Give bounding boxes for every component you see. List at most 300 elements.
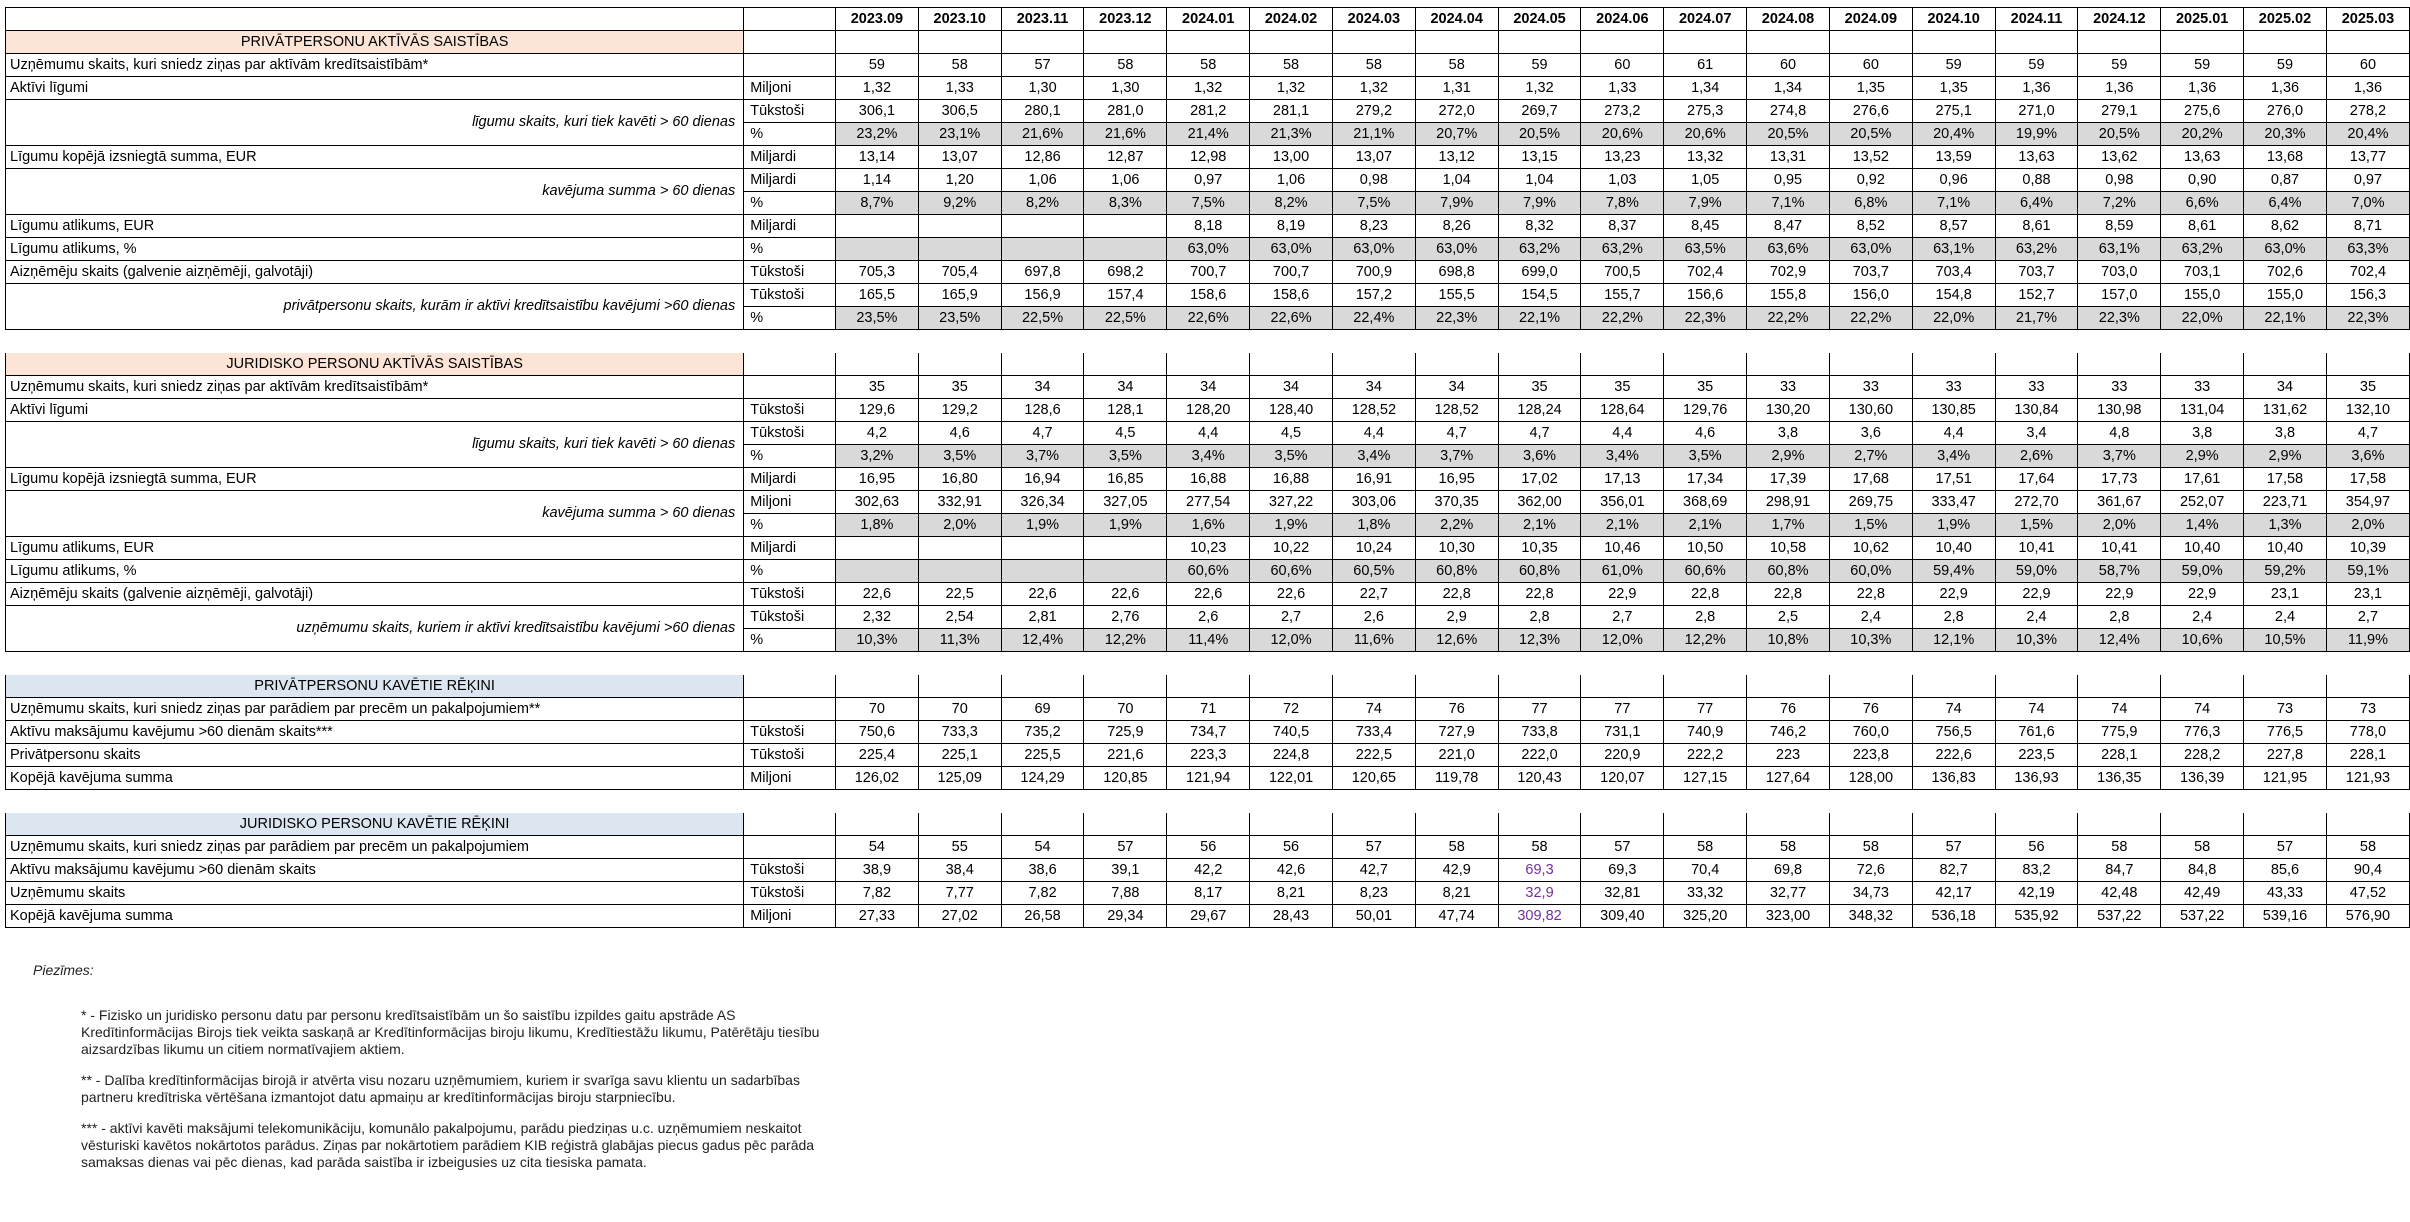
section-blank-cell xyxy=(1001,353,1084,376)
value-cell: 0,87 xyxy=(2244,169,2327,192)
value-cell xyxy=(1084,238,1167,261)
value-cell: 77 xyxy=(1581,698,1664,721)
value-cell: 34 xyxy=(1415,376,1498,399)
section-blank-cell xyxy=(1498,675,1581,698)
table-row xyxy=(6,422,2410,445)
value-cell: 34 xyxy=(1332,376,1415,399)
value-cell: 165,5 xyxy=(835,284,918,307)
value-cell: 20,4% xyxy=(1912,123,1995,146)
row-unit: Miljardi xyxy=(744,468,836,491)
section-blank-cell xyxy=(1664,353,1747,376)
value-cell: 7,2% xyxy=(2078,192,2161,215)
section-blank-cell xyxy=(1747,31,1830,54)
value-cell: 2,8 xyxy=(1664,606,1747,629)
value-cell: 2,7 xyxy=(1250,606,1333,629)
row-unit: % xyxy=(744,560,836,583)
section-blank-cell xyxy=(918,813,1001,836)
value-cell: 3,8 xyxy=(2161,422,2244,445)
value-cell: 20,6% xyxy=(1581,123,1664,146)
period-header: 2024.05 xyxy=(1498,8,1581,31)
value-cell: 1,32 xyxy=(1250,77,1333,100)
value-cell: 12,4% xyxy=(2078,629,2161,652)
value-cell xyxy=(1084,560,1167,583)
value-cell: 10,3% xyxy=(1995,629,2078,652)
period-header: 2023.11 xyxy=(1001,8,1084,31)
section-blank-cell xyxy=(835,675,918,698)
header-blank-cell xyxy=(6,8,744,31)
value-cell: 19,9% xyxy=(1995,123,2078,146)
value-cell: 703,7 xyxy=(1995,261,2078,284)
value-cell: 1,7% xyxy=(1747,514,1830,537)
value-cell: 699,0 xyxy=(1498,261,1581,284)
value-cell: 124,29 xyxy=(1001,767,1084,790)
value-cell: 705,4 xyxy=(918,261,1001,284)
value-cell: 221,0 xyxy=(1415,744,1498,767)
value-cell: 4,5 xyxy=(1084,422,1167,445)
value-cell: 22,3% xyxy=(2326,307,2409,330)
value-cell: 303,06 xyxy=(1332,491,1415,514)
value-cell: 281,0 xyxy=(1084,100,1167,123)
value-cell: 776,5 xyxy=(2244,721,2327,744)
value-cell: 2,4 xyxy=(2244,606,2327,629)
table-row xyxy=(6,238,2410,261)
value-cell: 4,6 xyxy=(918,422,1001,445)
value-cell: 725,9 xyxy=(1084,721,1167,744)
row-unit xyxy=(744,376,836,399)
value-cell: 129,6 xyxy=(835,399,918,422)
value-cell: 225,1 xyxy=(918,744,1001,767)
row-unit: % xyxy=(744,514,836,537)
value-cell: 21,6% xyxy=(1084,123,1167,146)
section-title: PRIVĀTPERSONU KAVĒTIE RĒĶINI xyxy=(6,675,744,698)
value-cell: 22,8 xyxy=(1829,583,1912,606)
value-cell: 60 xyxy=(1829,54,1912,77)
value-cell: 306,5 xyxy=(918,100,1001,123)
period-header: 2024.08 xyxy=(1747,8,1830,31)
value-cell: 59,4% xyxy=(1912,560,1995,583)
row-label: kavējuma summa > 60 dienas xyxy=(6,491,744,537)
value-cell: 228,1 xyxy=(2078,744,2161,767)
value-cell: 1,32 xyxy=(1332,77,1415,100)
row-label: Aktīvu maksājumu kavējumu >60 dienām skaits xyxy=(6,859,744,882)
value-cell: 22,2% xyxy=(1747,307,1830,330)
value-cell: 0,97 xyxy=(2326,169,2409,192)
section-blank-cell xyxy=(1001,31,1084,54)
row-label: Uzņēmumu skaits, kuri sniedz ziņas par parādiem par precēm un pakalpojumiem xyxy=(6,836,744,859)
value-cell: 38,9 xyxy=(835,859,918,882)
value-cell: 22,8 xyxy=(1747,583,1830,606)
value-cell: 275,3 xyxy=(1664,100,1747,123)
period-header: 2024.10 xyxy=(1912,8,1995,31)
value-cell: 72 xyxy=(1250,698,1333,721)
row-label: Līgumu atlikums, EUR xyxy=(6,215,744,238)
value-cell: 21,3% xyxy=(1250,123,1333,146)
value-cell xyxy=(835,537,918,560)
value-cell: 13,14 xyxy=(835,146,918,169)
value-cell: 58 xyxy=(1498,836,1581,859)
value-cell: 59,0% xyxy=(1995,560,2078,583)
value-cell: 2,1% xyxy=(1581,514,1664,537)
row-label: Līgumu kopējā izsniegtā summa, EUR xyxy=(6,468,744,491)
table-row xyxy=(6,698,2410,721)
value-cell: 1,20 xyxy=(918,169,1001,192)
value-cell: 22,6% xyxy=(1250,307,1333,330)
value-cell: 228,2 xyxy=(2161,744,2244,767)
section-blank-cell xyxy=(2161,353,2244,376)
value-cell: 63,0% xyxy=(2244,238,2327,261)
section-blank-cell xyxy=(1912,675,1995,698)
row-label: līgumu skaits, kuri tiek kavēti > 60 dienas xyxy=(6,422,744,468)
value-cell: 154,5 xyxy=(1498,284,1581,307)
value-cell: 2,54 xyxy=(918,606,1001,629)
value-cell: 12,2% xyxy=(1664,629,1747,652)
value-cell: 10,40 xyxy=(1912,537,1995,560)
value-cell: 130,84 xyxy=(1995,399,2078,422)
value-cell: 60 xyxy=(2326,54,2409,77)
section-blank-cell xyxy=(2244,813,2327,836)
value-cell: 158,6 xyxy=(1250,284,1333,307)
spacer-cell xyxy=(6,330,2410,353)
value-cell: 58 xyxy=(1747,836,1830,859)
value-cell: 225,4 xyxy=(835,744,918,767)
value-cell: 57 xyxy=(1332,836,1415,859)
value-cell: 128,6 xyxy=(1001,399,1084,422)
value-cell: 33 xyxy=(1747,376,1830,399)
value-cell: 274,8 xyxy=(1747,100,1830,123)
spacer-cell xyxy=(6,652,2410,675)
value-cell: 2,8 xyxy=(2078,606,2161,629)
value-cell: 1,36 xyxy=(2078,77,2161,100)
value-cell: 155,7 xyxy=(1581,284,1664,307)
value-cell: 703,4 xyxy=(1912,261,1995,284)
value-cell: 38,4 xyxy=(918,859,1001,882)
value-cell: 20,5% xyxy=(1747,123,1830,146)
value-cell: 4,4 xyxy=(1167,422,1250,445)
value-cell: 281,2 xyxy=(1167,100,1250,123)
section-blank-cell xyxy=(1581,353,1664,376)
value-cell: 136,83 xyxy=(1912,767,1995,790)
value-cell: 32,77 xyxy=(1747,882,1830,905)
section-blank-cell xyxy=(1498,31,1581,54)
value-cell: 1,04 xyxy=(1498,169,1581,192)
value-cell: 13,59 xyxy=(1912,146,1995,169)
value-cell: 155,0 xyxy=(2161,284,2244,307)
value-cell: 128,1 xyxy=(1084,399,1167,422)
value-cell: 22,6 xyxy=(1001,583,1084,606)
value-cell: 13,00 xyxy=(1250,146,1333,169)
value-cell xyxy=(918,238,1001,261)
value-cell: 272,0 xyxy=(1415,100,1498,123)
value-cell: 128,52 xyxy=(1332,399,1415,422)
row-unit: Tūkstoši xyxy=(744,583,836,606)
value-cell: 60,8% xyxy=(1747,560,1830,583)
row-unit xyxy=(744,836,836,859)
value-cell: 72,6 xyxy=(1829,859,1912,882)
value-cell: 1,8% xyxy=(835,514,918,537)
value-cell: 157,0 xyxy=(2078,284,2161,307)
value-cell: 22,9 xyxy=(1581,583,1664,606)
value-cell: 1,31 xyxy=(1415,77,1498,100)
value-cell: 2,7% xyxy=(1829,445,1912,468)
value-cell: 58 xyxy=(2078,836,2161,859)
value-cell: 42,6 xyxy=(1250,859,1333,882)
value-cell: 8,62 xyxy=(2244,215,2327,238)
value-cell: 69 xyxy=(1001,698,1084,721)
value-cell: 63,5% xyxy=(1664,238,1747,261)
value-cell: 55 xyxy=(918,836,1001,859)
row-unit: Tūkstoši xyxy=(744,606,836,629)
value-cell: 4,4 xyxy=(1581,422,1664,445)
section-blank-cell xyxy=(1829,353,1912,376)
value-cell: 17,64 xyxy=(1995,468,2078,491)
row-unit: % xyxy=(744,629,836,652)
value-cell: 224,8 xyxy=(1250,744,1333,767)
value-cell: 27,02 xyxy=(918,905,1001,928)
row-unit: Miljardi xyxy=(744,146,836,169)
section-blank-cell xyxy=(2326,675,2409,698)
value-cell: 2,8 xyxy=(1912,606,1995,629)
value-cell: 157,2 xyxy=(1332,284,1415,307)
row-unit: % xyxy=(744,307,836,330)
row-label: Uzņēmumu skaits, kuri sniedz ziņas par parādiem par precēm un pakalpojumiem** xyxy=(6,698,744,721)
value-cell: 28,43 xyxy=(1250,905,1333,928)
value-cell: 13,62 xyxy=(2078,146,2161,169)
value-cell: 152,7 xyxy=(1995,284,2078,307)
value-cell: 23,5% xyxy=(835,307,918,330)
value-cell: 56 xyxy=(1995,836,2078,859)
section-blank-cell xyxy=(1167,813,1250,836)
value-cell: 1,33 xyxy=(918,77,1001,100)
value-cell: 6,4% xyxy=(2244,192,2327,215)
table-row xyxy=(6,468,2410,491)
value-cell: 269,75 xyxy=(1829,491,1912,514)
section-blank-cell xyxy=(1001,813,1084,836)
value-cell: 58 xyxy=(1415,54,1498,77)
value-cell: 157,4 xyxy=(1084,284,1167,307)
value-cell xyxy=(1084,215,1167,238)
value-cell: 1,5% xyxy=(1829,514,1912,537)
section-blank-cell xyxy=(835,31,918,54)
value-cell: 17,02 xyxy=(1498,468,1581,491)
row-label: Kopējā kavējuma summa xyxy=(6,767,744,790)
value-cell: 21,7% xyxy=(1995,307,2078,330)
value-cell: 120,85 xyxy=(1084,767,1167,790)
value-cell: 3,4% xyxy=(1581,445,1664,468)
value-cell: 697,8 xyxy=(1001,261,1084,284)
value-cell: 17,51 xyxy=(1912,468,1995,491)
table-row xyxy=(6,836,2410,859)
section-gap-row xyxy=(6,790,2410,813)
value-cell: 7,1% xyxy=(1747,192,1830,215)
section-blank-cell xyxy=(2326,353,2409,376)
value-cell: 1,36 xyxy=(2326,77,2409,100)
value-cell: 22,0% xyxy=(1912,307,1995,330)
value-cell: 82,7 xyxy=(1912,859,1995,882)
section-blank-cell xyxy=(1415,813,1498,836)
value-cell: 8,17 xyxy=(1167,882,1250,905)
value-cell: 59 xyxy=(1995,54,2078,77)
value-cell: 1,35 xyxy=(1829,77,1912,100)
value-cell: 3,4% xyxy=(1912,445,1995,468)
value-cell: 7,82 xyxy=(835,882,918,905)
value-cell: 13,07 xyxy=(1332,146,1415,169)
value-cell: 0,92 xyxy=(1829,169,1912,192)
section-blank-cell xyxy=(1415,353,1498,376)
value-cell: 33 xyxy=(1995,376,2078,399)
value-cell: 35 xyxy=(835,376,918,399)
value-cell: 47,74 xyxy=(1415,905,1498,928)
value-cell: 2,9% xyxy=(2244,445,2327,468)
value-cell: 58 xyxy=(2326,836,2409,859)
value-cell: 3,5% xyxy=(1084,445,1167,468)
value-cell: 2,0% xyxy=(2326,514,2409,537)
value-cell: 58,7% xyxy=(2078,560,2161,583)
value-cell: 74 xyxy=(1912,698,1995,721)
value-cell: 83,2 xyxy=(1995,859,2078,882)
section-blank-cell xyxy=(1084,353,1167,376)
value-cell: 35 xyxy=(1664,376,1747,399)
value-cell: 7,0% xyxy=(2326,192,2409,215)
value-cell: 221,6 xyxy=(1084,744,1167,767)
value-cell: 11,6% xyxy=(1332,629,1415,652)
value-cell: 57 xyxy=(1581,836,1664,859)
value-cell: 23,2% xyxy=(835,123,918,146)
value-cell: 76 xyxy=(1747,698,1830,721)
value-cell: 223,8 xyxy=(1829,744,1912,767)
value-cell: 2,9 xyxy=(1415,606,1498,629)
value-cell: 7,9% xyxy=(1498,192,1581,215)
value-cell: 1,9% xyxy=(1001,514,1084,537)
row-label: Aktīvi līgumi xyxy=(6,399,744,422)
value-cell: 12,86 xyxy=(1001,146,1084,169)
section-blank-cell xyxy=(1084,675,1167,698)
section-blank-cell xyxy=(2161,31,2244,54)
value-cell: 10,41 xyxy=(2078,537,2161,560)
value-cell: 77 xyxy=(1498,698,1581,721)
value-cell: 702,9 xyxy=(1747,261,1830,284)
value-cell: 70 xyxy=(1084,698,1167,721)
value-cell: 17,58 xyxy=(2326,468,2409,491)
value-cell: 1,32 xyxy=(835,77,918,100)
value-cell: 16,88 xyxy=(1167,468,1250,491)
value-cell: 8,23 xyxy=(1332,215,1415,238)
value-cell: 8,2% xyxy=(1001,192,1084,215)
value-cell: 34 xyxy=(1250,376,1333,399)
value-cell: 220,9 xyxy=(1581,744,1664,767)
value-cell: 60,5% xyxy=(1332,560,1415,583)
value-cell: 1,06 xyxy=(1250,169,1333,192)
value-cell: 23,1 xyxy=(2244,583,2327,606)
value-cell: 4,7 xyxy=(2326,422,2409,445)
table-row xyxy=(6,560,2410,583)
value-cell: 122,01 xyxy=(1250,767,1333,790)
row-unit: Miljoni xyxy=(744,905,836,928)
value-cell: 8,2% xyxy=(1250,192,1333,215)
value-cell: 2,8 xyxy=(1498,606,1581,629)
value-cell: 16,80 xyxy=(918,468,1001,491)
value-cell: 6,6% xyxy=(2161,192,2244,215)
section-blank-cell xyxy=(918,675,1001,698)
section-gap-row xyxy=(6,652,2410,675)
table-row xyxy=(6,606,2410,629)
value-cell: 58 xyxy=(1332,54,1415,77)
value-cell: 3,4% xyxy=(1167,445,1250,468)
value-cell: 42,17 xyxy=(1912,882,1995,905)
value-cell: 356,01 xyxy=(1581,491,1664,514)
value-cell: 69,8 xyxy=(1747,859,1830,882)
value-cell: 63,0% xyxy=(1250,238,1333,261)
row-unit: % xyxy=(744,192,836,215)
value-cell: 3,5% xyxy=(1664,445,1747,468)
value-cell: 1,6% xyxy=(1167,514,1250,537)
value-cell: 7,5% xyxy=(1332,192,1415,215)
section-blank-cell xyxy=(1332,31,1415,54)
value-cell: 21,4% xyxy=(1167,123,1250,146)
row-label: Līgumu atlikums, EUR xyxy=(6,537,744,560)
row-label: uzņēmumu skaits, kuriem ir aktīvi kredītsaistību kavējumi >60 dienas xyxy=(6,606,744,652)
row-label: Aizņēmēju skaits (galvenie aizņēmēji, galvotāji) xyxy=(6,261,744,284)
value-cell: 10,46 xyxy=(1581,537,1664,560)
value-cell: 1,30 xyxy=(1001,77,1084,100)
value-cell: 63,0% xyxy=(1167,238,1250,261)
table-row xyxy=(6,583,2410,606)
table-row xyxy=(6,146,2410,169)
value-cell: 750,6 xyxy=(835,721,918,744)
value-cell: 2,6 xyxy=(1167,606,1250,629)
value-cell: 126,02 xyxy=(835,767,918,790)
value-cell: 252,07 xyxy=(2161,491,2244,514)
value-cell: 158,6 xyxy=(1167,284,1250,307)
value-cell: 362,00 xyxy=(1498,491,1581,514)
section-blank-cell xyxy=(1912,813,1995,836)
value-cell: 54 xyxy=(1001,836,1084,859)
value-cell: 12,0% xyxy=(1250,629,1333,652)
value-cell: 60,0% xyxy=(1829,560,1912,583)
value-cell: 34,73 xyxy=(1829,882,1912,905)
row-label: Uzņēmumu skaits, kuri sniedz ziņas par aktīvām kredītsaistībām* xyxy=(6,376,744,399)
value-cell: 20,3% xyxy=(2244,123,2327,146)
section-unit-cell xyxy=(744,31,836,54)
value-cell: 13,32 xyxy=(1664,146,1747,169)
value-cell: 1,9% xyxy=(1084,514,1167,537)
value-cell: 63,1% xyxy=(2078,238,2161,261)
value-cell: 13,23 xyxy=(1581,146,1664,169)
value-cell: 1,05 xyxy=(1664,169,1747,192)
value-cell: 7,8% xyxy=(1581,192,1664,215)
value-cell: 698,8 xyxy=(1415,261,1498,284)
value-cell: 1,4% xyxy=(2161,514,2244,537)
value-cell: 42,49 xyxy=(2161,882,2244,905)
row-label: līgumu skaits, kuri tiek kavēti > 60 dienas xyxy=(6,100,744,146)
value-cell: 2,4 xyxy=(2161,606,2244,629)
value-cell: 735,2 xyxy=(1001,721,1084,744)
section-blank-cell xyxy=(1995,813,2078,836)
value-cell: 11,9% xyxy=(2326,629,2409,652)
value-cell: 22,9 xyxy=(2078,583,2161,606)
value-cell: 4,8 xyxy=(2078,422,2161,445)
period-header: 2023.12 xyxy=(1084,8,1167,31)
value-cell: 58 xyxy=(1829,836,1912,859)
value-cell: 1,06 xyxy=(1084,169,1167,192)
value-cell: 0,98 xyxy=(2078,169,2161,192)
value-cell: 1,14 xyxy=(835,169,918,192)
table-row xyxy=(6,767,2410,790)
value-cell: 8,21 xyxy=(1250,882,1333,905)
value-cell: 70 xyxy=(918,698,1001,721)
section-blank-cell xyxy=(1581,813,1664,836)
value-cell: 23,5% xyxy=(918,307,1001,330)
section-blank-cell xyxy=(2244,31,2327,54)
